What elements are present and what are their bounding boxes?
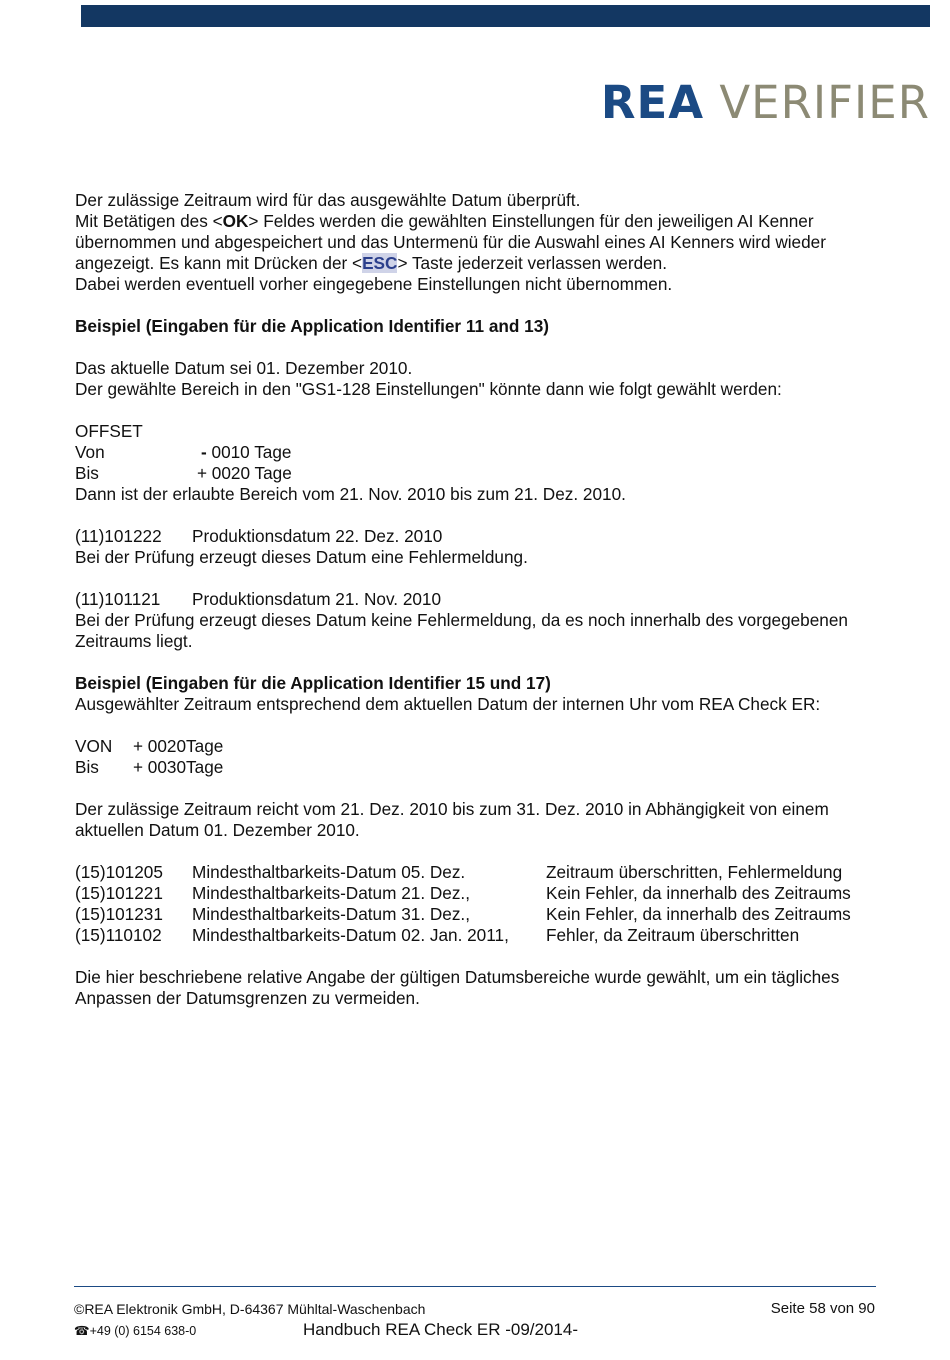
footer-phone: ☎+49 (0) 6154 638-0 <box>74 1324 197 1338</box>
section-heading: Beispiel (Eingaben für die Application Identifier 15 und 17) <box>75 673 551 693</box>
paragraph: Das aktuelle Datum sei 01. Dezember 2010. <box>75 358 413 378</box>
offset-bis-row: Bis + 0020 Tage <box>75 463 292 483</box>
paragraph: Ausgewählter Zeitraum entsprechend dem aktuellen Datum der internen Uhr vom REA Check ER: <box>75 694 821 714</box>
footer-company: ©REA Elektronik GmbH, D-64367 Mühltal-Waschenbach <box>74 1301 426 1317</box>
esc-key: ESC <box>362 253 398 273</box>
paragraph: Zeitraums liegt. <box>75 631 193 651</box>
table-row: (15)110102 Mindesthaltbarkeits-Datum 02. Jan. 2011, Fehler, da Zeitraum überschritten <box>75 925 800 945</box>
document-body <box>75 190 905 1009</box>
paragraph: Dabei werden eventuell vorher eingegebene Einstellungen nicht übernommen. <box>75 274 673 294</box>
paragraph: Der gewählte Bereich in den "GS1-128 Einstellungen" könnte dann wie folgt gewählt werden: <box>75 379 782 399</box>
case-row: (11)101222 Produktionsdatum 22. Dez. 2010 <box>75 526 443 546</box>
paragraph: Der zulässige Zeitraum reicht vom 21. Dez. 2010 bis zum 31. Dez. 2010 in Abhängigkeit von einem <box>75 799 829 819</box>
offset-von-row: Von - 0010 Tage <box>75 442 292 462</box>
case-row: (11)101121 Produktionsdatum 21. Nov. 2010 <box>75 589 442 609</box>
paragraph: Der zulässige Zeitraum wird für das ausgewählte Datum überprüft. <box>75 190 581 210</box>
paragraph: Dann ist der erlaubte Bereich vom 21. Nov. 2010 bis zum 21. Dez. 2010. <box>75 484 626 504</box>
paragraph: Die hier beschriebene relative Angabe der gültigen Datumsbereiche wurde gewählt, um ein tägliches <box>75 967 840 987</box>
table-row: (15)101221 Mindesthaltbarkeits-Datum 21. Dez., Kein Fehler, da innerhalb des Zeitraums <box>75 883 851 903</box>
footer-manual: Handbuch REA Check ER -09/2014- <box>303 1320 578 1339</box>
paragraph: Mit Betätigen des <OK> Feldes werden die gewählten Einstellungen für den jeweiligen AI Kenner <box>75 211 814 231</box>
section-heading: Beispiel (Eingaben für die Application Identifier 11 and 13) <box>75 316 550 336</box>
footer-divider <box>74 1286 876 1287</box>
paragraph: Bei der Prüfung erzeugt dieses Datum keine Fehlermeldung, da es noch innerhalb des vorgegebenen <box>75 610 848 630</box>
von-row: VON + 0020Tage <box>75 736 224 756</box>
table-row: (15)101205 Mindesthaltbarkeits-Datum 05. Dez. Zeitraum überschritten, Fehlermeldung <box>75 862 843 882</box>
paragraph: Bei der Prüfung erzeugt dieses Datum eine Fehlermeldung. <box>75 547 528 567</box>
bis-row: Bis + 0030Tage <box>75 757 224 777</box>
logo: REA VERIFIER <box>600 76 930 129</box>
paragraph: angezeigt. Es kann mit Drücken der <ESC> Taste jederzeit verlassen werden. <box>75 253 668 273</box>
page-number: Seite 58 von 90 <box>770 1300 875 1317</box>
paragraph: aktuellen Datum 01. Dezember 2010. <box>75 820 360 840</box>
paragraph: übernommen und abgespeichert und das Untermenü für die Auswahl eines AI Kenners wird wieder <box>75 232 826 252</box>
offset-title: OFFSET <box>75 421 143 441</box>
ok-key: OK <box>222 211 249 231</box>
paragraph: Anpassen der Datumsgrenzen zu vermeiden. <box>75 988 420 1008</box>
table-row: (15)101231 Mindesthaltbarkeits-Datum 31. Dez., Kein Fehler, da innerhalb des Zeitraums <box>75 904 851 924</box>
header-bar <box>81 5 930 27</box>
